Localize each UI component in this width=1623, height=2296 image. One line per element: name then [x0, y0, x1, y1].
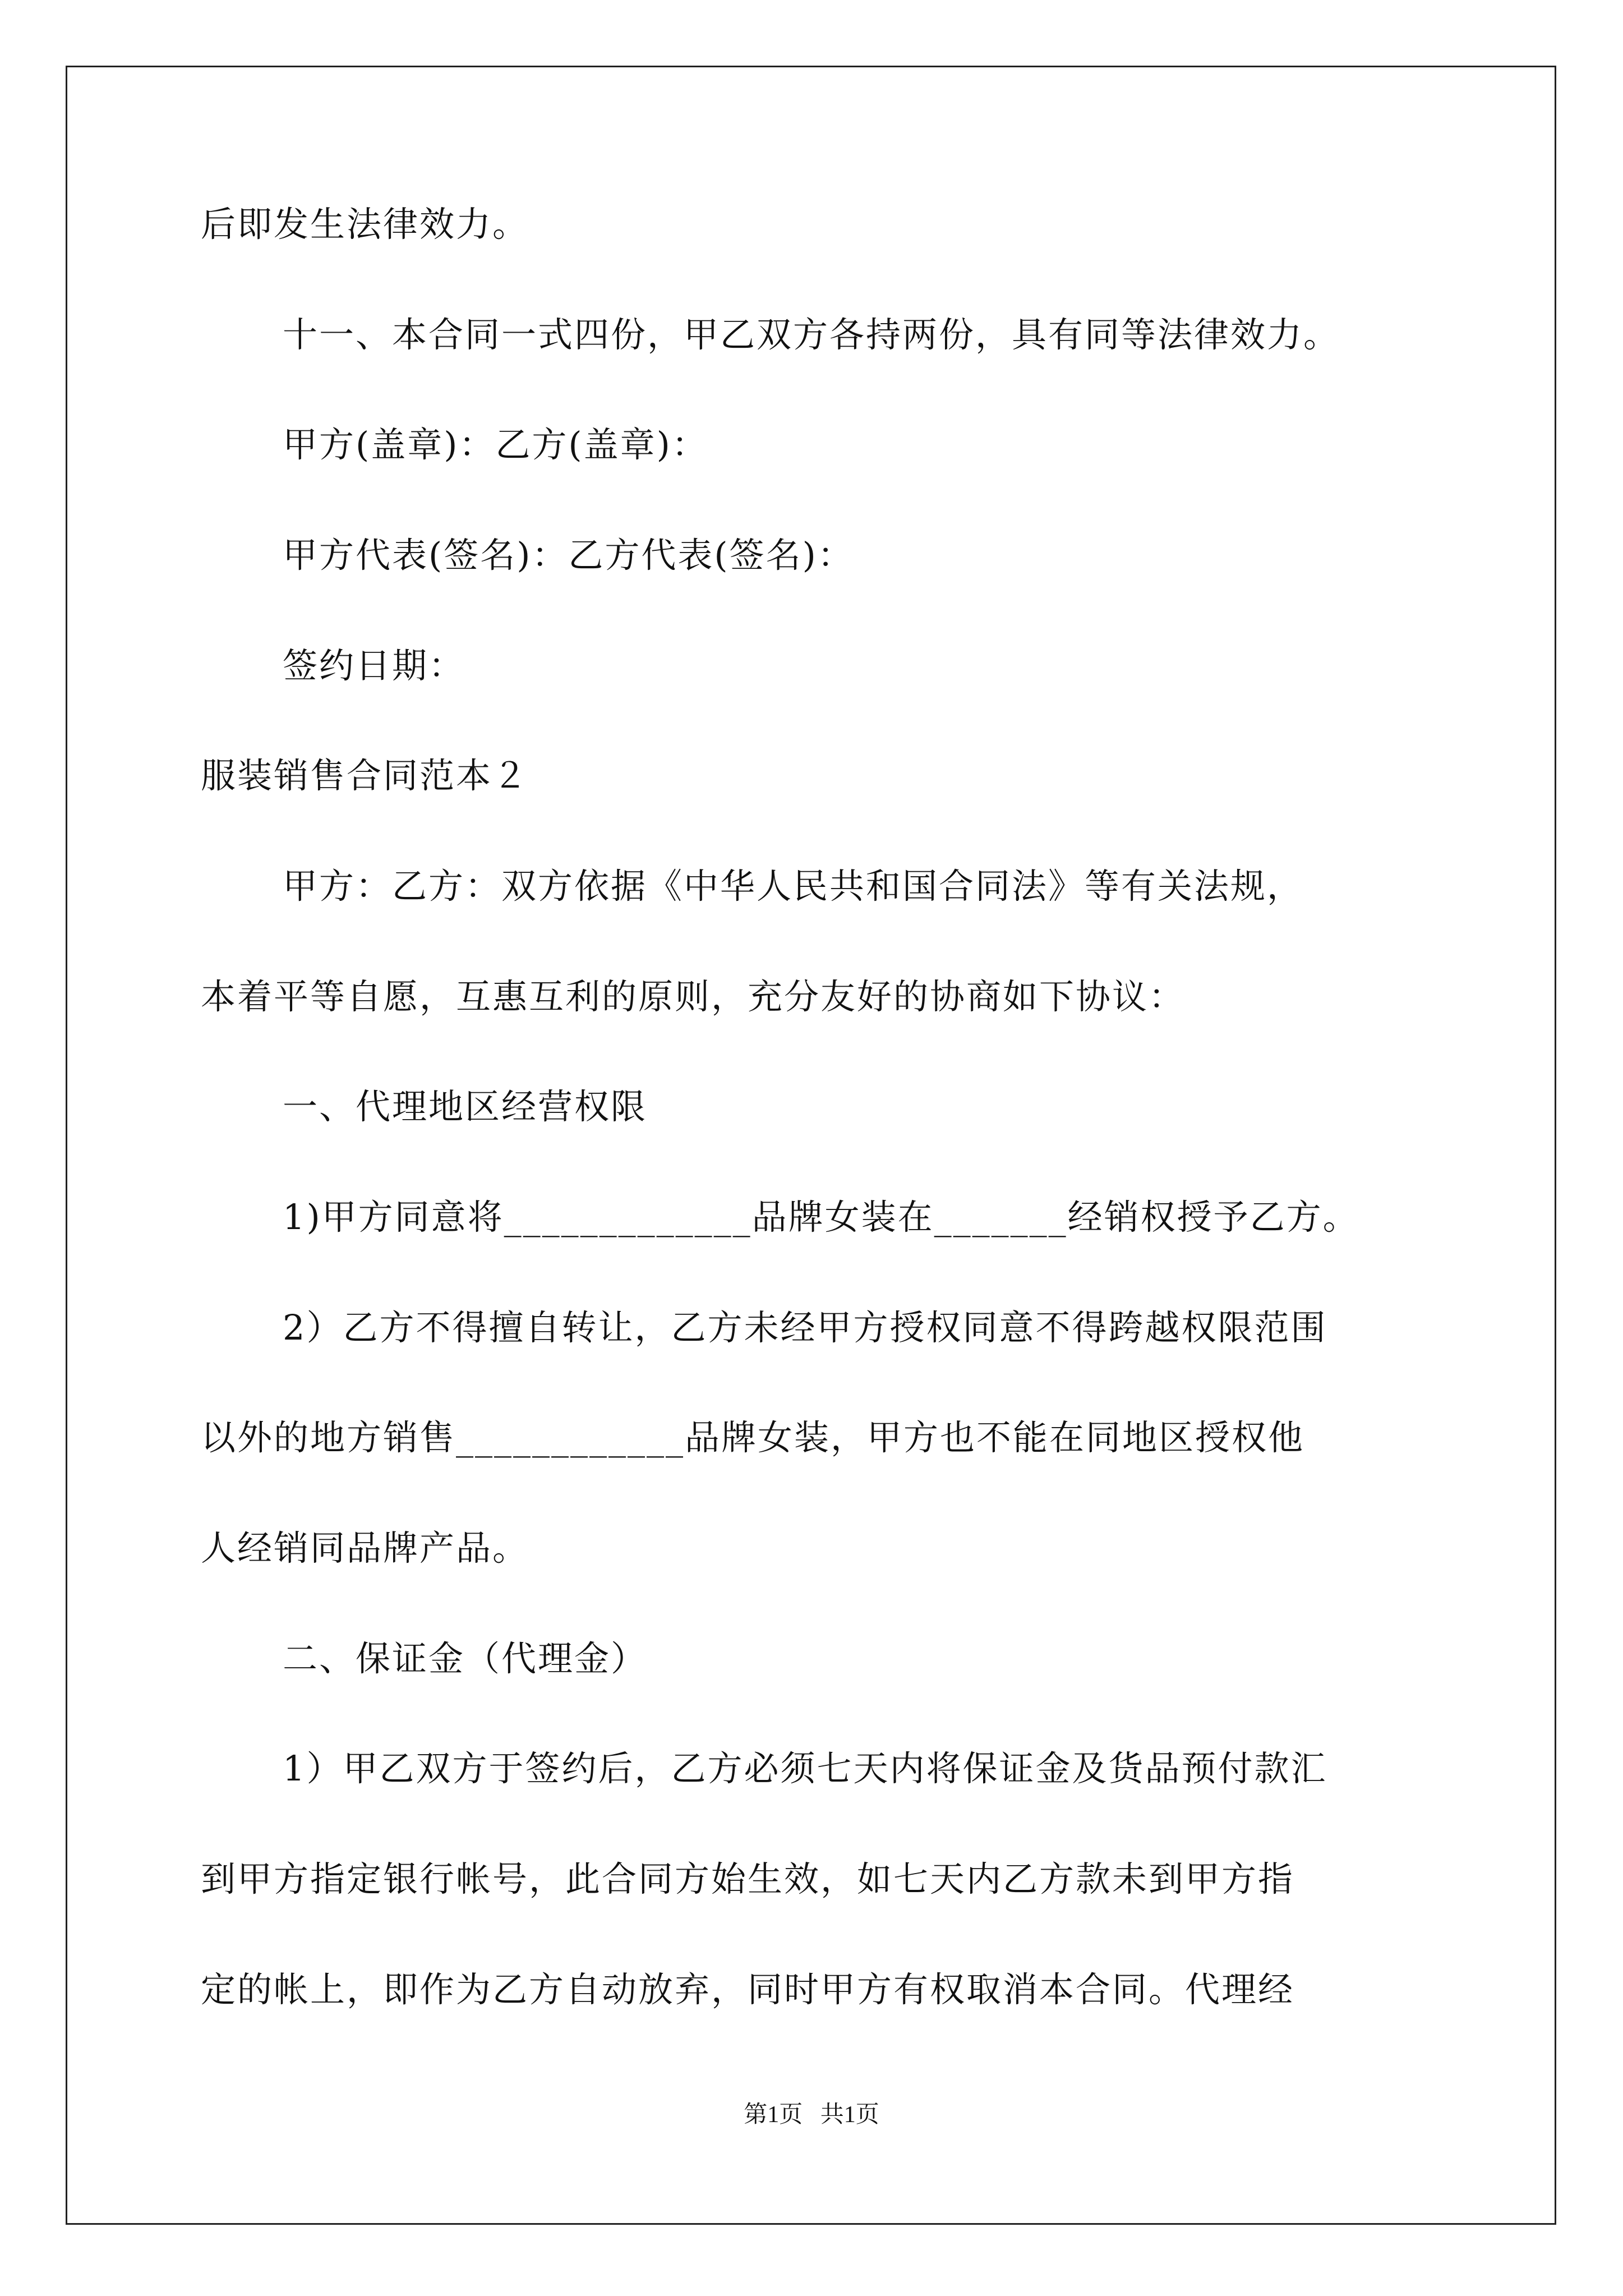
- paragraph-line: 1）甲乙双方于签约后，乙方必须七天内将保证金及货品预付款汇: [283, 1748, 1327, 1789]
- paragraph-line: 本着平等自愿，互惠互利的原则，充分友好的协商如下协议：: [201, 976, 1186, 1017]
- paragraph-line: 甲方代表(签名)：乙方代表(签名)：: [283, 535, 854, 576]
- page-footer: 第1页 共1页: [744, 2102, 879, 2128]
- paragraph-line: 2）乙方不得擅自转让，乙方未经甲方授权同意不得跨越权限范围: [283, 1307, 1327, 1348]
- clause-heading: 二、保证金（代理金）: [283, 1638, 648, 1679]
- paragraph-line: 甲方：乙方：双方依据《中华人民共和国合同法》等有关法规，: [283, 866, 1304, 907]
- clause-heading: 一、代理地区经营权限: [283, 1086, 648, 1127]
- paragraph-line: 人经销同品牌产品。: [201, 1527, 529, 1568]
- paragraph-line: 以外的地方销售____________品牌女装，甲方也不能在同地区授权他: [201, 1417, 1305, 1458]
- section-title: 服装销售合同范本２: [201, 755, 529, 796]
- paragraph-line: 1)甲方同意将_____________品牌女装在_______经销权授予乙方。: [283, 1197, 1359, 1237]
- paragraph-line: 到甲方指定银行帐号，此合同方始生效，如七天内乙方款未到甲方指: [201, 1858, 1295, 1899]
- paragraph-line: 甲方(盖章)：乙方(盖章)：: [283, 424, 708, 465]
- paragraph-line: 后即发生法律效力。: [201, 204, 529, 245]
- paragraph-line: 定的帐上，即作为乙方自动放弃，同时甲方有权取消本合同。代理经: [201, 1969, 1295, 2010]
- paragraph-line: 十一、本合同一式四份，甲乙双方各持两份，具有同等法律效力。: [283, 314, 1340, 355]
- paragraph-line: 签约日期：: [283, 645, 465, 686]
